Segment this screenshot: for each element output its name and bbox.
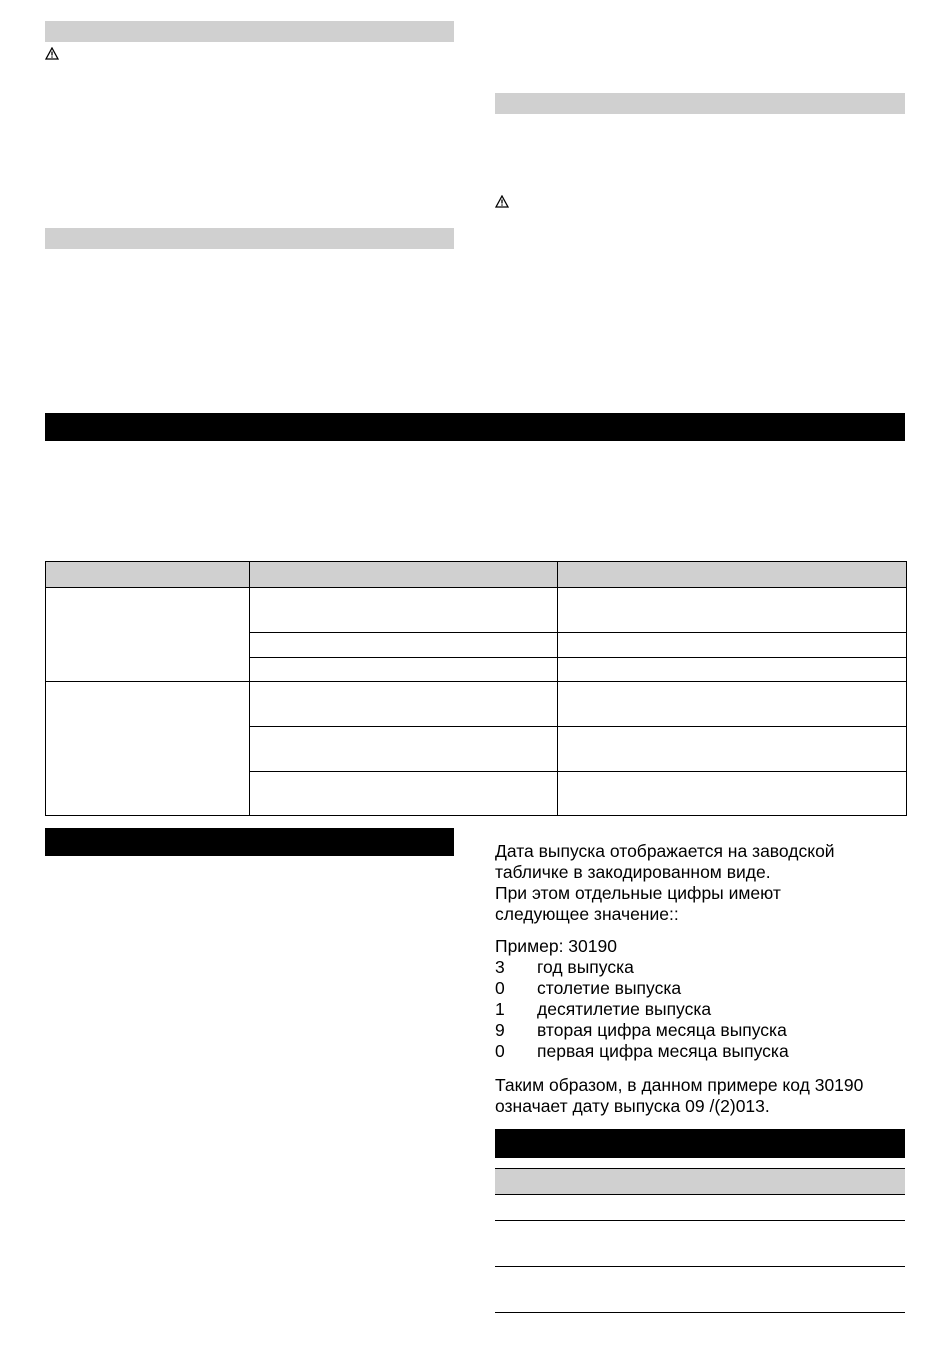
section-header-bar [45,228,454,249]
digit-row [495,957,789,978]
digit-row [495,1020,789,1041]
digit-meaning: десятилетие выпуска [537,999,712,1019]
table-cell-cause [250,772,558,816]
table-header-cell [495,1169,905,1195]
chapter-header-bar [45,413,905,441]
warning-triangle-icon [495,195,509,208]
conclusion-line: означает дату выпуска 09 /(2)013. [495,1096,770,1116]
table-cell-cause [250,727,558,772]
table-cell-fault [46,588,250,682]
table-cell-remedy [558,658,907,682]
digit: 9 [495,1020,505,1040]
table-header-cell [558,562,907,588]
section-header-bar-black [45,828,454,856]
production-date-example [495,936,789,1062]
digit: 0 [495,1041,505,1061]
section-header-bar [45,21,454,42]
table-cell-cause [250,682,558,727]
digit: 0 [495,978,505,998]
digit-meaning: столетие выпуска [537,978,682,998]
table-header-row [46,562,907,588]
digit-meaning: вторая цифра месяца выпуска [537,1020,787,1040]
table-cell-cause [250,658,558,682]
intro-line: При этом отдельные цифры имеют [495,883,781,903]
digit-row [495,978,789,999]
table-row [495,1221,905,1267]
table-cell-cause [250,588,558,633]
table-cell [495,1267,905,1313]
troubleshooting-table [45,561,907,816]
production-date-intro [495,841,835,925]
spare-parts-table [495,1168,905,1313]
table-row [495,1267,905,1313]
production-date-conclusion [495,1075,863,1117]
digit: 1 [495,999,505,1019]
table-cell-remedy [558,772,907,816]
digit: 3 [495,957,505,977]
table-cell-remedy [558,727,907,772]
digit-meaning: первая цифра месяца выпуска [537,1041,789,1061]
digit-row [495,1041,789,1062]
table-cell [495,1195,905,1221]
section-header-bar-black [495,1129,905,1158]
section-header-bar [495,93,905,114]
table-cell-remedy [558,588,907,633]
intro-line: Дата выпуска отображается на заводской [495,841,835,861]
digit-row [495,999,789,1020]
conclusion-line: Таким образом, в данном примере код 30190 [495,1075,864,1095]
intro-line: следующее значение:: [495,904,679,924]
warning-triangle-icon [45,47,59,60]
table-row [495,1195,905,1221]
example-label: Пример: 30190 [495,936,617,956]
table-row [46,682,907,727]
table-cell-cause [250,633,558,658]
table-header-cell [46,562,250,588]
digit-meaning: год выпуска [537,957,634,977]
table-cell [495,1221,905,1267]
table-row [46,588,907,633]
intro-line: табличке в закодированном виде. [495,862,771,882]
table-header-row [495,1169,905,1195]
table-cell-remedy [558,682,907,727]
table-cell-fault [46,682,250,816]
table-cell-remedy [558,633,907,658]
table-header-cell [250,562,558,588]
